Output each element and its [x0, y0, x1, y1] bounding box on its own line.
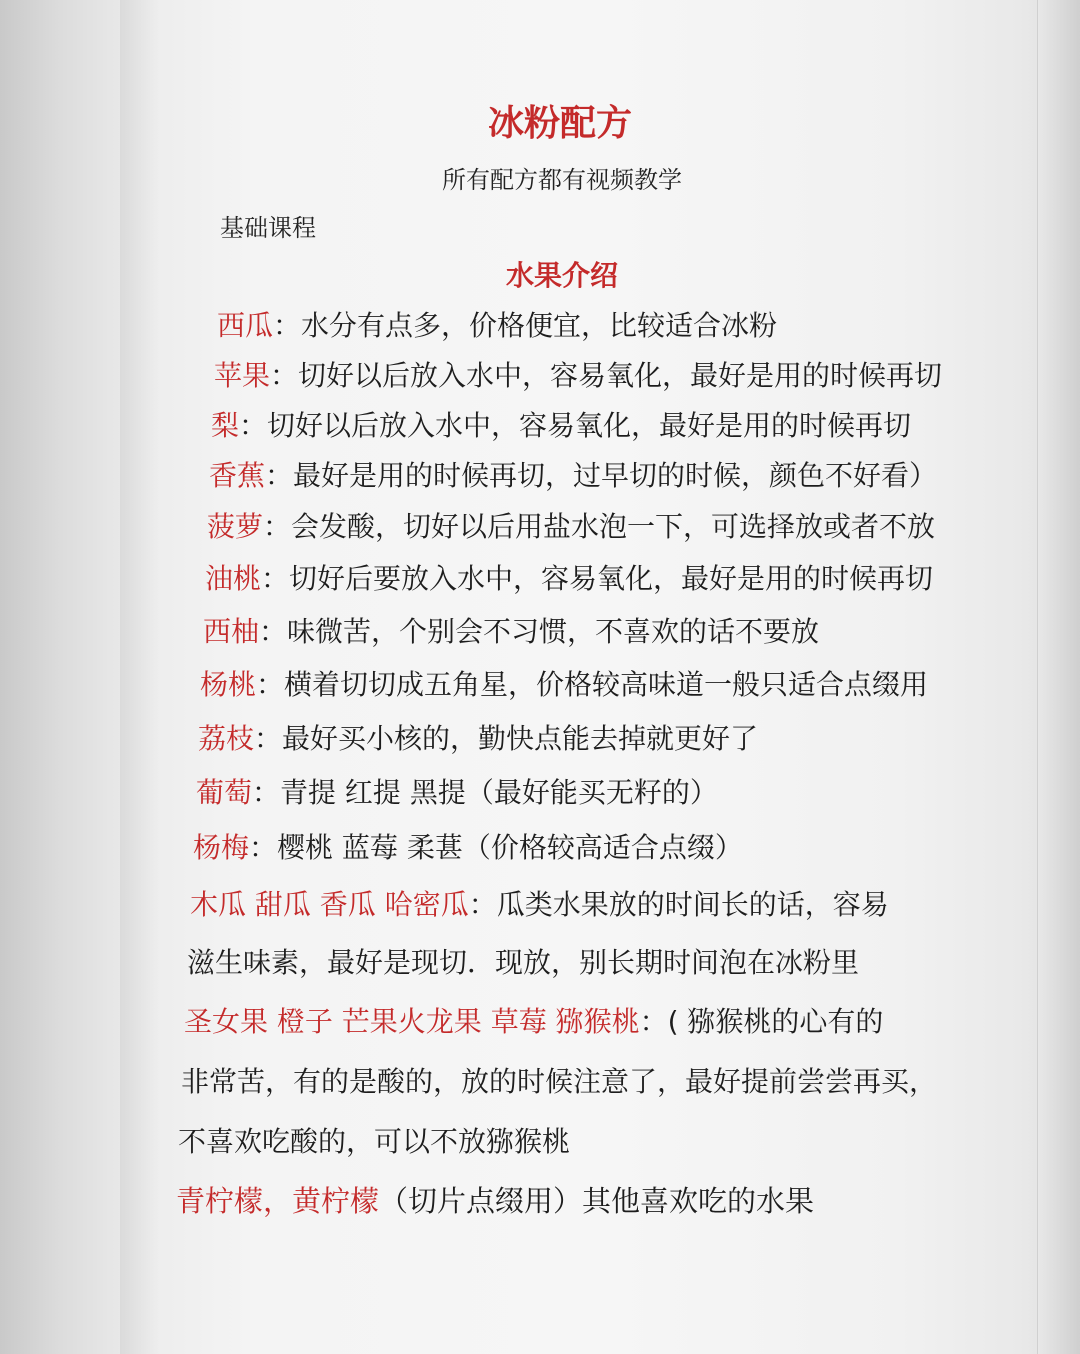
fruit-desc: ：最好买小核的，勤快点能去掉就更好了 [254, 722, 759, 755]
lemon-desc: （切片点缀用）其他喜欢吃的水果 [379, 1184, 815, 1218]
fruit-line [203, 615, 820, 648]
others-names: 圣女果 橙子 芒果火龙果 草莓 猕猴桃 [184, 1005, 640, 1038]
fruit-desc: ：樱桃 蓝莓 柔葚（价格较高适合点缀） [249, 831, 743, 864]
others-line [184, 1005, 884, 1038]
fruit-line [214, 359, 943, 392]
fruit-line [198, 722, 759, 755]
fruit-name: 荔枝 [198, 722, 255, 755]
fruit-line [193, 831, 743, 864]
fruit-desc: ：横着切切成五角星，价格较高味道一般只适合点缀用 [256, 668, 929, 701]
lemon-names: 青柠檬，黄柠檬 [176, 1184, 380, 1218]
melon-desc: ：瓜类水果放的时间长的话，容易 [468, 888, 889, 921]
page-gutter-shadow [120, 0, 160, 1354]
fruit-desc: ：切好后要放入水中，容易氧化，最好是用的时候再切 [261, 562, 934, 595]
others-line-3: 不喜欢吃酸的，可以不放猕猴桃 [178, 1125, 571, 1158]
fruit-heading: 水果介绍 [505, 259, 618, 292]
fruit-desc: ：青提 红提 黑提（最好能买无籽的） [252, 776, 718, 809]
fruit-name: 菠萝 [207, 510, 264, 543]
melon-line [190, 888, 889, 921]
fruit-name: 西瓜 [217, 309, 274, 342]
fruit-line [209, 459, 938, 492]
fruit-name: 油桃 [205, 562, 262, 595]
melon-names: 木瓜 甜瓜 香瓜 哈密瓜 [190, 888, 469, 921]
book-page-edge [1037, 0, 1080, 1354]
fruit-line [217, 309, 778, 342]
fruit-name: 葡萄 [196, 776, 253, 809]
fruit-desc: ：味微苦，个别会不习惯，不喜欢的话不要放 [259, 615, 820, 648]
fruit-desc: ：切好以后放入水中，容易氧化，最好是用的时候再切 [270, 359, 943, 392]
fruit-name: 杨桃 [200, 668, 257, 701]
fruit-line [211, 409, 912, 442]
fruit-name: 梨 [211, 409, 240, 442]
fruit-name: 杨梅 [193, 831, 250, 864]
section-label: 基础课程 [220, 214, 316, 242]
fruit-line [205, 562, 934, 595]
others-line-2: 非常苦，有的是酸的，放的时候注意了，最好提前尝尝再买， [181, 1065, 938, 1098]
fruit-line [200, 668, 929, 701]
fruit-name: 西柚 [203, 615, 260, 648]
others-desc: ：( 猕猴桃的心有的 [639, 1005, 884, 1038]
fruit-line [196, 776, 718, 809]
fruit-desc: ：切好以后放入水中，容易氧化，最好是用的时候再切 [239, 409, 912, 442]
fruit-name: 苹果 [214, 359, 271, 392]
melon-line-2: 滋生味素，最好是现切．现放，别长期时间泡在冰粉里 [187, 946, 860, 979]
fruit-desc: ：最好是用的时候再切，过早切的时候，颜色不好看） [265, 459, 938, 492]
fruit-line [207, 510, 936, 543]
document-title: 冰粉配方 [487, 103, 632, 144]
lemon-line [176, 1184, 815, 1218]
fruit-desc: ：会发酸，切好以后用盐水泡一下，可选择放或者不放 [263, 510, 936, 543]
document-subtitle: 所有配方都有视频教学 [442, 166, 682, 194]
fruit-name: 香蕉 [209, 459, 266, 492]
fruit-desc: ：水分有点多，价格便宜，比较适合冰粉 [273, 309, 778, 342]
